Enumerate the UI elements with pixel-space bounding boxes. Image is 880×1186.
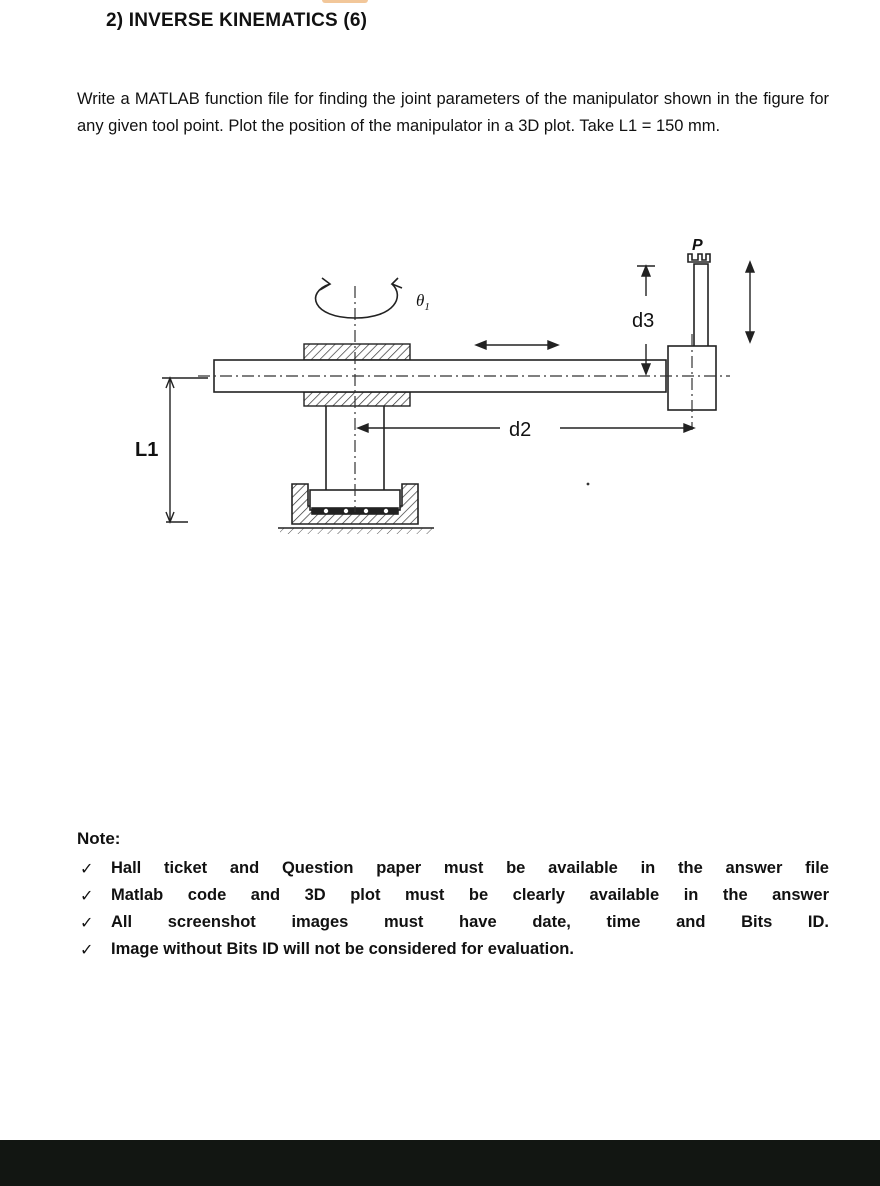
note-list	[77, 855, 829, 963]
note-item	[77, 855, 829, 882]
note-item-text: Hall ticket and Question paper must be available in the answer file	[111, 859, 829, 877]
rotation-arrow	[316, 278, 402, 318]
label-d3: d3	[632, 310, 655, 332]
note-item	[77, 882, 829, 909]
l1-dimension	[162, 378, 208, 522]
question-heading: 2) INVERSE KINEMATICS (6)	[106, 10, 368, 31]
check-icon: ✓	[80, 941, 94, 959]
check-icon: ✓	[80, 860, 94, 878]
check-icon: ✓	[80, 914, 94, 932]
note-item	[77, 936, 829, 963]
label-theta1	[416, 291, 430, 313]
note-item-text: Image without Bits ID will not be considered for evaluation.	[111, 940, 574, 958]
label-d2: d2	[509, 419, 532, 441]
note-item-text: Matlab code and 3D plot must be clearly available in the answer	[111, 886, 829, 904]
check-icon: ✓	[80, 887, 94, 905]
label-p: P	[692, 237, 703, 254]
label-l1: L1	[135, 439, 159, 461]
note-item-text: All screenshot images must have date, time and Bits ID.	[111, 913, 829, 931]
footer-bar	[0, 1140, 880, 1186]
label-theta1-symbol: θ	[416, 291, 425, 310]
question-paragraph: Write a MATLAB function file for finding the joint parameters of the manipulator shown in the figure for any given tool point. Plot the position of the manipulator in a 3D plot. Take L1 = 150 mm.	[77, 90, 829, 135]
note-title: Note:	[77, 829, 121, 848]
stray-dot	[587, 483, 590, 486]
base-assembly	[278, 484, 434, 534]
label-theta1-subscript: 1	[424, 301, 430, 313]
note-item	[77, 909, 829, 936]
